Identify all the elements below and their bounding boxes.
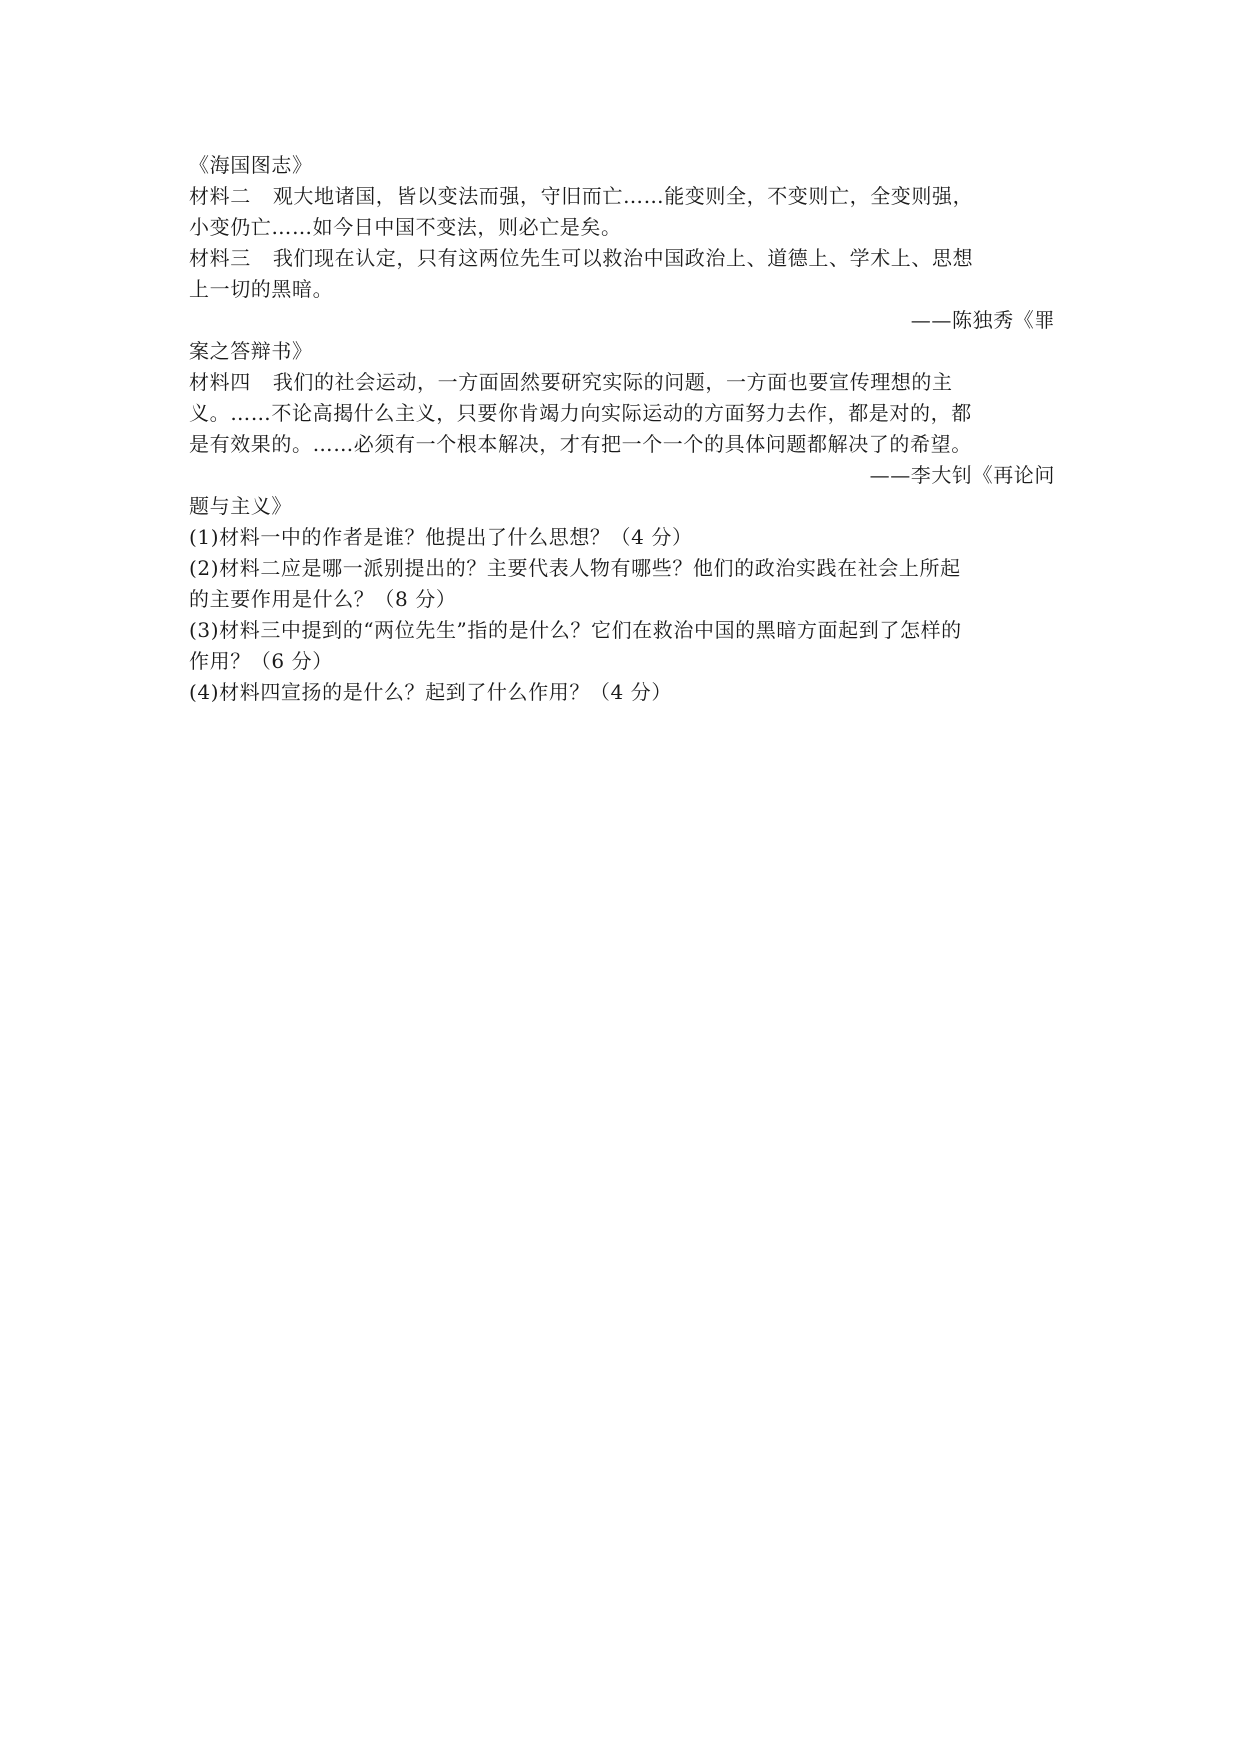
material-3-label: 材料三 bbox=[189, 246, 251, 270]
document-page bbox=[189, 150, 1055, 708]
material-4-line-1 bbox=[189, 367, 1055, 398]
material-4 bbox=[189, 367, 1055, 522]
material-3-line-1 bbox=[189, 243, 1055, 274]
question-2-line-1: (2)材料二应是哪一派别提出的？主要代表人物有哪些？他们的政治实践在社会上所起 bbox=[189, 556, 961, 580]
material-2-text-1: 观大地诸国，皆以变法而强，守旧而亡……能变则全，不变则亡，全变则强， bbox=[272, 184, 974, 208]
question-2-line-2: 的主要作用是什么？（8 分） bbox=[189, 587, 457, 611]
material-2-line-1 bbox=[189, 181, 1055, 212]
material-3-attribution-cont: 案之答辩书》 bbox=[189, 339, 313, 363]
material-3-text-1: 我们现在认定，只有这两位先生可以救治中国政治上、道德上、学术上、思想 bbox=[272, 246, 974, 270]
material-4-attribution: ——李大钊《再论问 bbox=[869, 463, 1055, 487]
material-3 bbox=[189, 243, 1055, 367]
question-4: (4)材料四宣扬的是什么？起到了什么作用？（4 分） bbox=[189, 680, 673, 704]
material-4-line-2: 义。……不论高揭什么主义，只要你肯竭力向实际运动的方面努力去作，都是对的，都 bbox=[189, 401, 972, 425]
question-1: (1)材料一中的作者是谁？他提出了什么思想？（4 分） bbox=[189, 525, 693, 549]
source-title: 《海国图志》 bbox=[189, 153, 313, 177]
material-2-label: 材料二 bbox=[189, 184, 251, 208]
question-list bbox=[189, 522, 1055, 708]
material-4-label: 材料四 bbox=[189, 370, 251, 394]
material-2 bbox=[189, 181, 1055, 243]
material-2-line-2: 小变仍亡……如今日中国不变法，则必亡是矣。 bbox=[189, 215, 622, 239]
question-3-line-2: 作用？（6 分） bbox=[189, 649, 333, 673]
question-3-line-1: (3)材料三中提到的“两位先生”指的是什么？它们在救治中国的黑暗方面起到了怎样的 bbox=[189, 618, 962, 642]
material-3-line-2: 上一切的黑暗。 bbox=[189, 277, 334, 301]
material-4-text-1: 我们的社会运动，一方面固然要研究实际的问题，一方面也要宣传理想的主 bbox=[272, 370, 953, 394]
material-4-attribution-cont: 题与主义》 bbox=[189, 494, 292, 518]
material-3-attribution: ——陈独秀《罪 bbox=[910, 308, 1055, 332]
material-4-line-3: 是有效果的。……必须有一个根本解决，才有把一个一个的具体问题都解决了的希望。 bbox=[189, 432, 972, 456]
